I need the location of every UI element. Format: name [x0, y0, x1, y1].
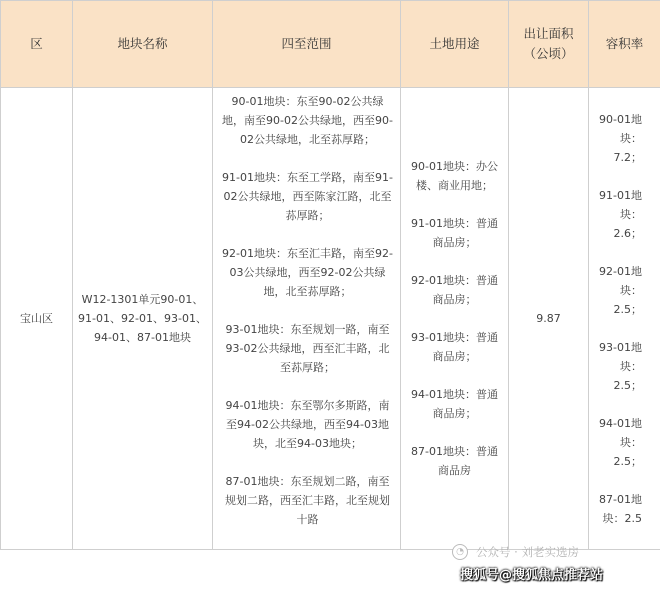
- plot-ratio-entry: 94-01地块：2.5；: [599, 416, 642, 468]
- header-parcel-name: 地块名称: [73, 1, 213, 88]
- boundary-entry: 92-01地块：东至汇丰路，南至92-03公共绿地，西至92-02公共绿地，北至荪厚路；: [222, 247, 393, 298]
- boundary-entry: 94-01地块：东至鄂尔多斯路，南至94-02公共绿地，西至94-03地块，北至94-03地块；: [225, 399, 390, 450]
- boundary-entry: 91-01地块：东至工学路，南至91-02公共绿地，西至陈家江路，北至荪厚路；: [222, 171, 393, 222]
- header-area: 出让面积（公顷）: [509, 1, 589, 88]
- cell-plot-ratio: [589, 88, 660, 550]
- land-use-entry: 94-01地块：普通商品房；: [411, 388, 498, 420]
- boundary-entry: 93-01地块：东至规划一路，南至93-02公共绿地，西至汇丰路，北至荪厚路；: [225, 323, 390, 374]
- cell-land-use: [401, 88, 509, 550]
- watermark-account: 公众号 · 刘老实选房: [476, 545, 579, 559]
- plot-ratio-entry: 91-01地块：2.6；: [599, 188, 642, 240]
- boundary-entry: 87-01地块：东至规划二路，南至规划二路，西至汇丰路，北至规划十路: [225, 475, 390, 526]
- cell-district: 宝山区: [1, 88, 73, 550]
- header-district: 区: [1, 1, 73, 88]
- plot-ratio-entry: 92-01地块：2.5；: [599, 264, 642, 316]
- header-plot-ratio: 容积率: [589, 1, 660, 88]
- plot-ratio-entry: 90-01地块：7.2；: [599, 112, 642, 164]
- land-use-entry: 93-01地块：普通商品房；: [411, 331, 498, 363]
- header-land-use: 土地用途: [401, 1, 509, 88]
- land-use-entry: 90-01地块：办公楼、商业用地；: [411, 160, 498, 192]
- plot-ratio-entry: 93-01地块：2.5；: [599, 340, 642, 392]
- land-use-entry: 87-01地块：普通商品房: [411, 445, 498, 477]
- plot-ratio-entry: 87-01地块：2.5: [599, 492, 642, 525]
- land-use-entry: 92-01地块：普通商品房；: [411, 274, 498, 306]
- cell-boundaries: [213, 88, 401, 550]
- header-boundaries: 四至范围: [213, 1, 401, 88]
- cell-area: 9.87: [509, 88, 589, 550]
- watermark-source: 搜狐号@搜狐焦点推荐站: [460, 568, 604, 583]
- wechat-icon: ◔: [452, 544, 468, 560]
- watermark: [448, 545, 658, 583]
- land-use-entry: 91-01地块：普通商品房；: [411, 217, 498, 249]
- table-row: [1, 88, 660, 550]
- table-header-row: [1, 1, 660, 88]
- cell-parcel-name: W12-1301单元90-01、91-01、92-01、93-01、94-01、87-01地块: [73, 88, 213, 550]
- boundary-entry: 90-01地块：东至90-02公共绿地，南至90-02公共绿地，西至90-02公共绿地，北至荪厚路；: [222, 95, 393, 146]
